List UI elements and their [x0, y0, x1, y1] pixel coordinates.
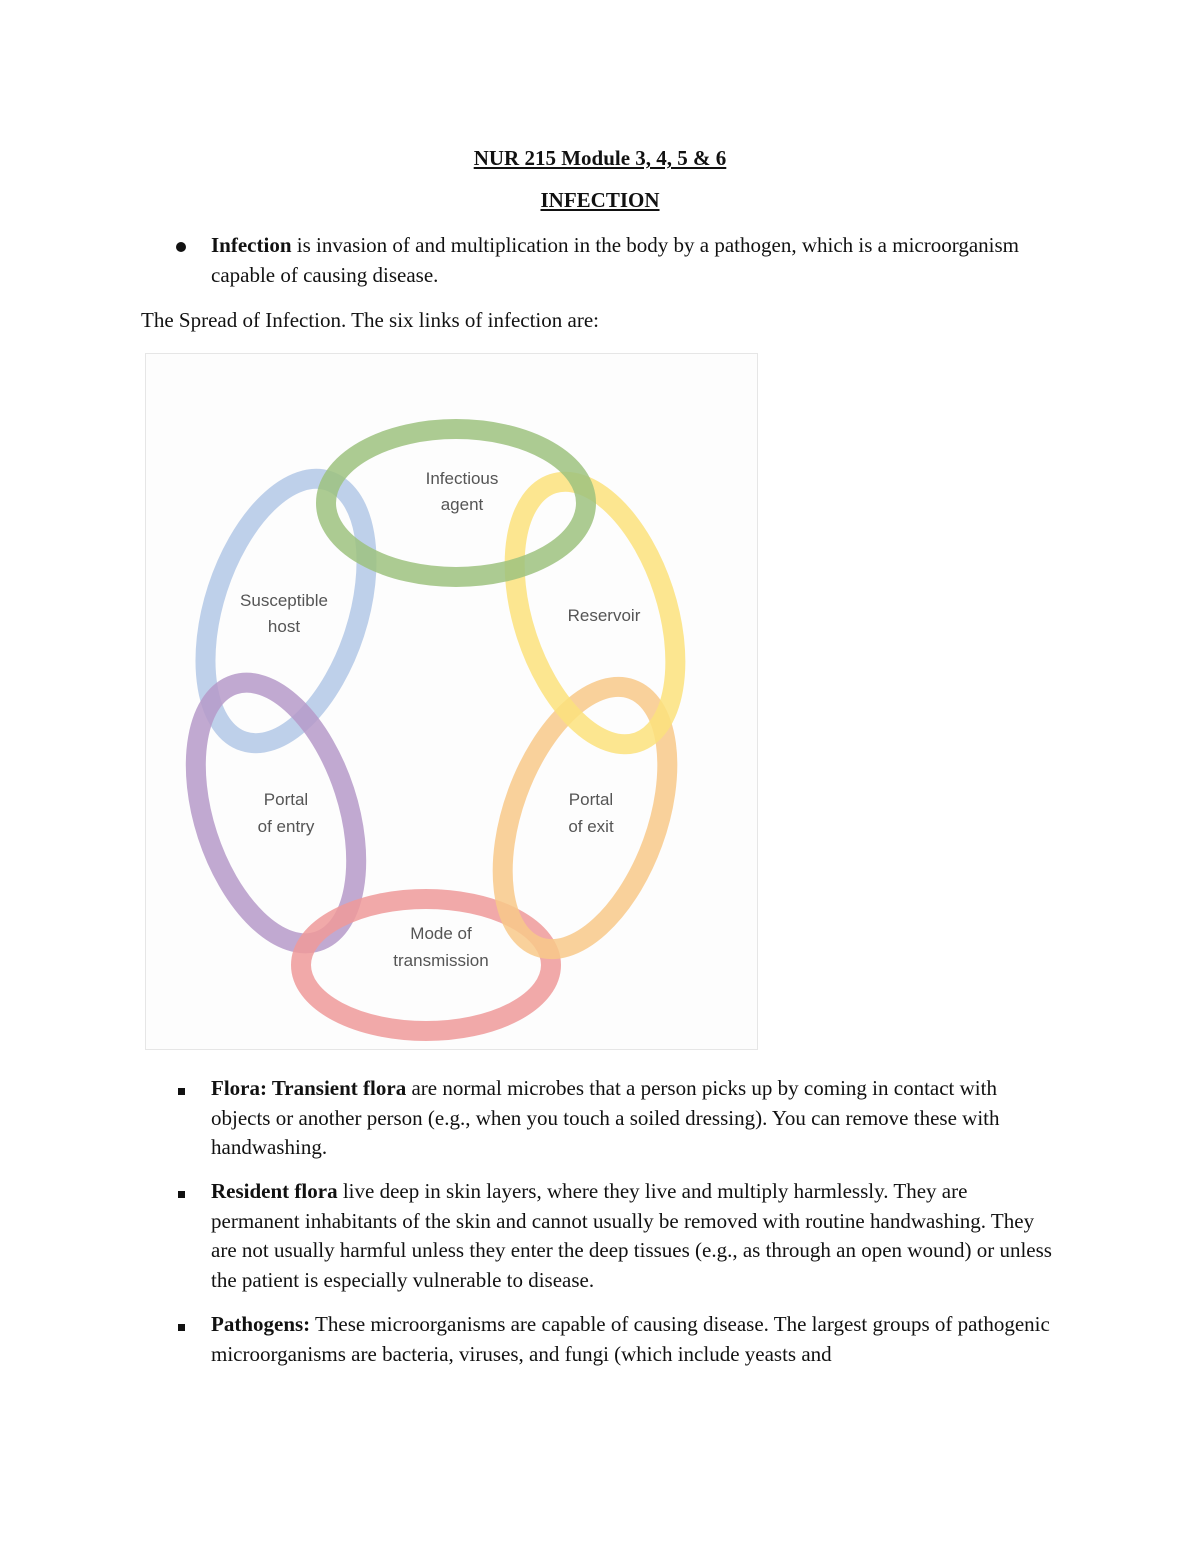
definition-term: Infection [211, 233, 292, 257]
link-label-infectious-agent-2: agent [440, 495, 484, 514]
link-label-mode-of-transmission-1: Mode of [410, 924, 472, 943]
link-label-reservoir: Reservoir [567, 606, 641, 625]
list-item-body: These microorganisms are capable of causing disease. The largest groups of pathogenic microorganisms are bacteria, viruses, and fungi (which include yeasts and [211, 1312, 1050, 1366]
section-title: INFECTION [540, 188, 660, 212]
link-label-susceptible-host-2: host [267, 617, 301, 636]
list-item-text [211, 1310, 1056, 1369]
definition-text [211, 231, 1056, 290]
course-title: NUR 215 Module 3, 4, 5 & 6 [473, 146, 727, 170]
link-label-portal-of-exit-1: Portal [568, 790, 614, 809]
list-item-lead: Flora: Transient flora [211, 1076, 407, 1100]
link-label-mode-of-transmission-2: transmission [393, 951, 489, 970]
link-label-portal-of-entry-1: Portal [263, 790, 309, 809]
list-item-text [211, 1177, 1056, 1295]
list-item-body: live deep in skin layers, where they live and multiply harmlessly. They are permanent inhabitants of the skin and cannot usually be removed with routine handwashing. They are not usually harmful unless they enter the deep tissues (e.g., as through an open wound) or unless the patient is especially vulnerable to disease. [211, 1179, 1052, 1292]
link-label-susceptible-host-1: Susceptible [240, 591, 328, 610]
list-item-lead: Resident flora [211, 1179, 338, 1203]
chain-of-infection-diagram [145, 353, 758, 1050]
list-item-text [211, 1074, 1056, 1163]
bullet-square-icon [172, 1310, 202, 1340]
link-label-portal-of-exit-2: of exit [568, 817, 614, 836]
link-label-portal-of-entry-2: of entry [257, 817, 315, 836]
bullet-square-icon [172, 1074, 202, 1104]
list-item-lead: Pathogens: [211, 1312, 311, 1336]
bullet-dot-icon [172, 231, 202, 261]
chain-diagram-svg [146, 354, 757, 1049]
definition-body: is invasion of and multiplication in the body by a pathogen, which is a microorganism capable of causing disease. [211, 233, 1019, 287]
list-item-body: are normal microbes that a person picks up by coming in contact with objects or another person (e.g., when you touch a soiled dressing). You can remove these with handwashing. [211, 1076, 1000, 1159]
spread-intro: The Spread of Infection. The six links of infection are: [141, 308, 599, 332]
link-label-infectious-agent-1: Infectious [425, 469, 499, 488]
bullet-square-icon [172, 1177, 202, 1207]
